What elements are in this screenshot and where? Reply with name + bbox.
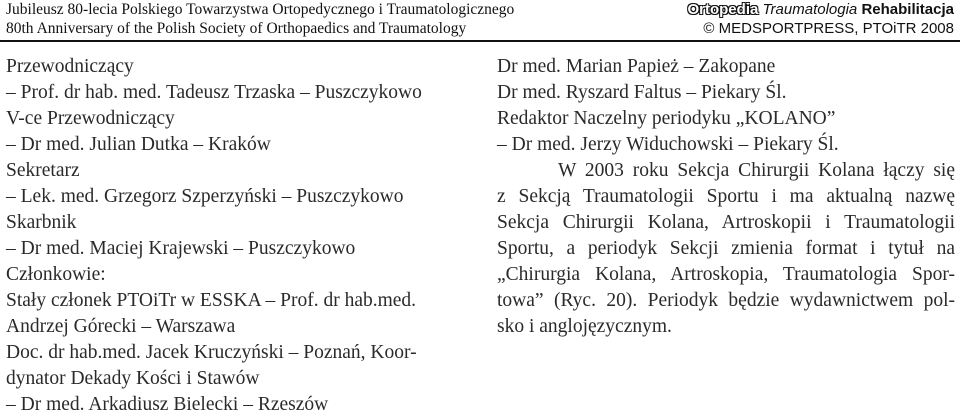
left-column — [6, 54, 476, 418]
paragraph-line: sko i anglojęzycznym. — [497, 316, 672, 337]
journal-name-traumatologia: Traumatologia — [762, 1, 858, 18]
paragraph-line: z Sekcją Traumatologii Sportu i ma aktualną nazwę — [497, 186, 955, 207]
member-line: – Prof. dr hab. med. Tadeusz Trzaska – Puszczykowo — [6, 82, 422, 103]
paragraph-line: Sekcja Chirurgii Kolana, Artroskopii i Traumatologii — [497, 212, 955, 233]
journal-masthead — [687, 0, 954, 38]
paragraph-line: Sportu, a periodyk Sekcji zmienia format i tytuł na — [497, 238, 955, 259]
journal-name-ortopedia: Ortopedia — [687, 1, 759, 18]
member-line: Doc. dr hab.med. Jacek Kruczyński – Poznań, Koor- — [6, 342, 417, 363]
editor-heading: Redaktor Naczelny periodyku „KOLANO” — [497, 108, 836, 129]
header-title-english: 80th Anniversary of the Polish Society of Orthopaedics and Traumatology — [6, 20, 467, 37]
journal-name — [687, 0, 954, 19]
right-column — [497, 54, 955, 340]
role-heading: Sekretarz — [6, 160, 80, 181]
paragraph-line: W 2003 roku Sekcja Chirurgii Kolana łączy się — [558, 160, 955, 181]
role-heading: Przewodniczący — [6, 56, 134, 77]
paragraph-line: towa” (Ryc. 20). Periodyk będzie wydawnictwem pol- — [497, 290, 955, 311]
running-header — [6, 0, 514, 38]
member-line: dynator Dekady Kości i Stawów — [6, 368, 260, 389]
paragraph-line: „Chirurgia Kolana, Artroskopia, Traumatologia Spor- — [497, 264, 955, 285]
copyright-notice: © MEDSPORTPRESS, PTOiTR 2008 — [703, 20, 954, 37]
header-title-polish: Jubileusz 80-lecia Polskiego Towarzystwa Ortopedycznego i Traumatologicznego — [6, 1, 515, 18]
member-line: Dr med. Marian Papież – Zakopane — [497, 56, 776, 77]
member-line: – Dr med. Maciej Krajewski – Puszczykowo — [6, 238, 356, 259]
member-line: Stały członek PTOiTr w ESSKA – Prof. dr hab.med. — [6, 290, 417, 311]
journal-name-rehabilitacja: Rehabilitacja — [861, 1, 954, 18]
member-line: Andrzej Górecki – Warszawa — [6, 316, 236, 337]
role-heading: Członkowie: — [6, 264, 106, 285]
member-line: – Dr med. Julian Dutka – Kraków — [6, 134, 271, 155]
role-heading: Skarbnik — [6, 212, 77, 233]
member-line: – Dr med. Arkadiusz Bielecki – Rzeszów — [6, 394, 329, 415]
member-line: – Dr med. Jerzy Widuchowski – Piekary Śl. — [497, 134, 839, 155]
member-line: Dr med. Ryszard Faltus – Piekary Śl. — [497, 82, 787, 103]
member-line: – Lek. med. Grzegorz Szperzyński – Puszczykowo — [6, 186, 404, 207]
role-heading: V-ce Przewodniczący — [6, 108, 175, 129]
header-divider — [0, 40, 960, 42]
